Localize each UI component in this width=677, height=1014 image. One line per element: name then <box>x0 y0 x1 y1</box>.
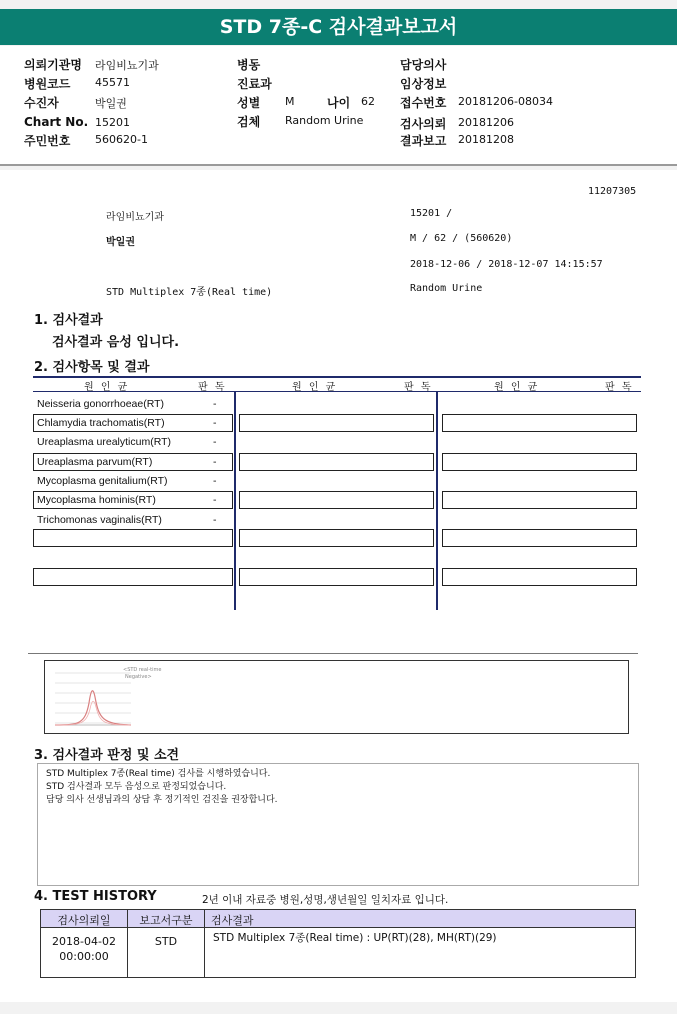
header-value: 15201 <box>95 116 130 129</box>
pathogen-result: - <box>213 436 217 448</box>
opinion-line: STD 검사결과 모두 음성으로 판정되었습니다. <box>46 782 227 792</box>
col-header-result: 판 독 <box>198 382 227 393</box>
report-header <box>0 46 677 166</box>
row-box <box>442 491 637 509</box>
row-box <box>33 529 233 547</box>
col-header-pathogen: 원 인 균 <box>494 382 540 393</box>
history-time: 00:00:00 <box>59 950 109 963</box>
specimen: Random Urine <box>410 283 483 294</box>
sex-age: M / 62 / (560620) <box>410 233 513 244</box>
col-header-result: 판 독 <box>404 382 433 393</box>
graph-caption: Negative> <box>125 674 152 680</box>
history-header: 검사의뢰일 <box>57 914 111 927</box>
section2-heading: 2. 검사항목 및 결과 <box>34 360 150 375</box>
pathogen-name: Chlamydia trachomatis(RT) <box>37 417 165 429</box>
header-value: 20181208 <box>458 133 514 146</box>
history-col-divider <box>204 910 205 977</box>
row-box <box>442 414 637 432</box>
amplification-curve-icon <box>49 663 133 733</box>
pathogen-name: Neisseria gonorrhoeae(RT) <box>37 398 165 410</box>
row-box <box>239 568 434 586</box>
header-label: 주민번호 <box>24 134 71 148</box>
report-title: STD 7종-C 검사결과보고서 <box>0 9 677 45</box>
header-label: 임상정보 <box>400 77 447 91</box>
pathogen-result: - <box>213 475 217 487</box>
chart-number: 15201 / <box>410 208 453 219</box>
pathogen-name: Mycoplasma genitalium(RT) <box>37 475 168 487</box>
history-header: 검사결과 <box>211 914 254 927</box>
row-box <box>239 414 434 432</box>
col-header-pathogen: 원 인 균 <box>292 382 338 393</box>
section3-heading: 3. 검사결과 판정 및 소견 <box>34 748 180 763</box>
row-box <box>442 453 637 471</box>
history-header: 보고서구분 <box>139 914 193 927</box>
pathogen-result: - <box>213 494 217 506</box>
dept-label: 진료과 <box>237 77 272 91</box>
history-type: STD <box>154 935 178 948</box>
age-value: 62 <box>361 95 375 108</box>
report-paper <box>0 170 677 1002</box>
column-divider <box>234 392 236 610</box>
pathogen-result: - <box>213 398 217 410</box>
row-box <box>33 568 233 586</box>
sex-value: M <box>285 95 295 108</box>
row-box <box>239 529 434 547</box>
header-value: 20181206-08034 <box>458 95 553 108</box>
opinion-box <box>37 763 639 886</box>
separator-line <box>28 653 638 654</box>
amplification-graph-panel <box>44 660 629 734</box>
header-value: 20181206 <box>458 116 514 129</box>
pathogen-result: - <box>213 514 217 526</box>
history-result: STD Multiplex 7종(Real time) : UP(RT)(28), MH(RT)(29) <box>213 932 497 944</box>
header-value: 45571 <box>95 76 130 89</box>
header-label: 수진자 <box>24 96 59 110</box>
header-label: 결과보고 <box>400 134 447 148</box>
ward-label: 병동 <box>237 58 261 72</box>
doc-number: 11207305 <box>588 186 637 197</box>
pathogen-name: Ureaplasma urealyticum(RT) <box>37 436 172 448</box>
test-name: STD Multiplex 7종(Real time) <box>106 287 273 298</box>
pathogen-name: Ureaplasma parvum(RT) <box>37 456 153 468</box>
header-label: 담당의사 <box>400 58 447 72</box>
history-note: 2년 이내 자료중 병원,성명,생년월일 일치자료 입니다. <box>202 894 449 906</box>
patient-name: 박일권 <box>106 237 135 248</box>
header-value: 라임비뇨기과 <box>95 59 159 72</box>
pathogen-result: - <box>213 417 217 429</box>
header-label: Chart No. <box>24 115 89 129</box>
section1-heading: 1. 검사결과 <box>34 313 103 328</box>
header-label: 병원코드 <box>24 77 71 91</box>
history-date: 2018-04-02 <box>52 935 116 948</box>
header-label: 검사의뢰 <box>400 117 447 131</box>
opinion-line: STD Multiplex 7종(Real time) 검사를 시행하였습니다. <box>46 769 271 779</box>
pathogen-name: Mycoplasma hominis(RT) <box>37 494 156 506</box>
col-header-pathogen: 원 인 균 <box>84 382 130 393</box>
column-divider <box>436 392 438 610</box>
row-box <box>239 491 434 509</box>
header-label: 접수번호 <box>400 96 447 110</box>
pathogen-name: Trichomonas vaginalis(RT) <box>37 514 162 526</box>
graph-caption: <STD real-time <box>123 667 162 673</box>
pathogen-result: - <box>213 456 217 468</box>
header-value: 560620-1 <box>95 133 148 146</box>
section4-heading: 4. TEST HISTORY <box>34 889 157 904</box>
specimen-label: 검체 <box>237 115 261 129</box>
section1-text: 검사결과 음성 입니다. <box>52 335 180 350</box>
row-box <box>442 529 637 547</box>
report-dates: 2018-12-06 / 2018-12-07 14:15:57 <box>410 259 603 270</box>
row-box <box>239 453 434 471</box>
row-box <box>442 568 637 586</box>
header-label: 의뢰기관명 <box>24 58 82 72</box>
header-value: 박일권 <box>95 97 127 110</box>
sex-label: 성별 <box>237 96 261 110</box>
specimen-value: Random Urine <box>285 114 364 127</box>
age-label: 나이 <box>327 96 351 110</box>
opinion-line: 담당 의사 선생님과의 상담 후 정기적인 검진을 권장합니다. <box>46 795 278 805</box>
history-table <box>40 909 636 978</box>
col-header-result: 판 독 <box>605 382 634 393</box>
clinic-name: 라임비뇨기과 <box>106 212 164 223</box>
